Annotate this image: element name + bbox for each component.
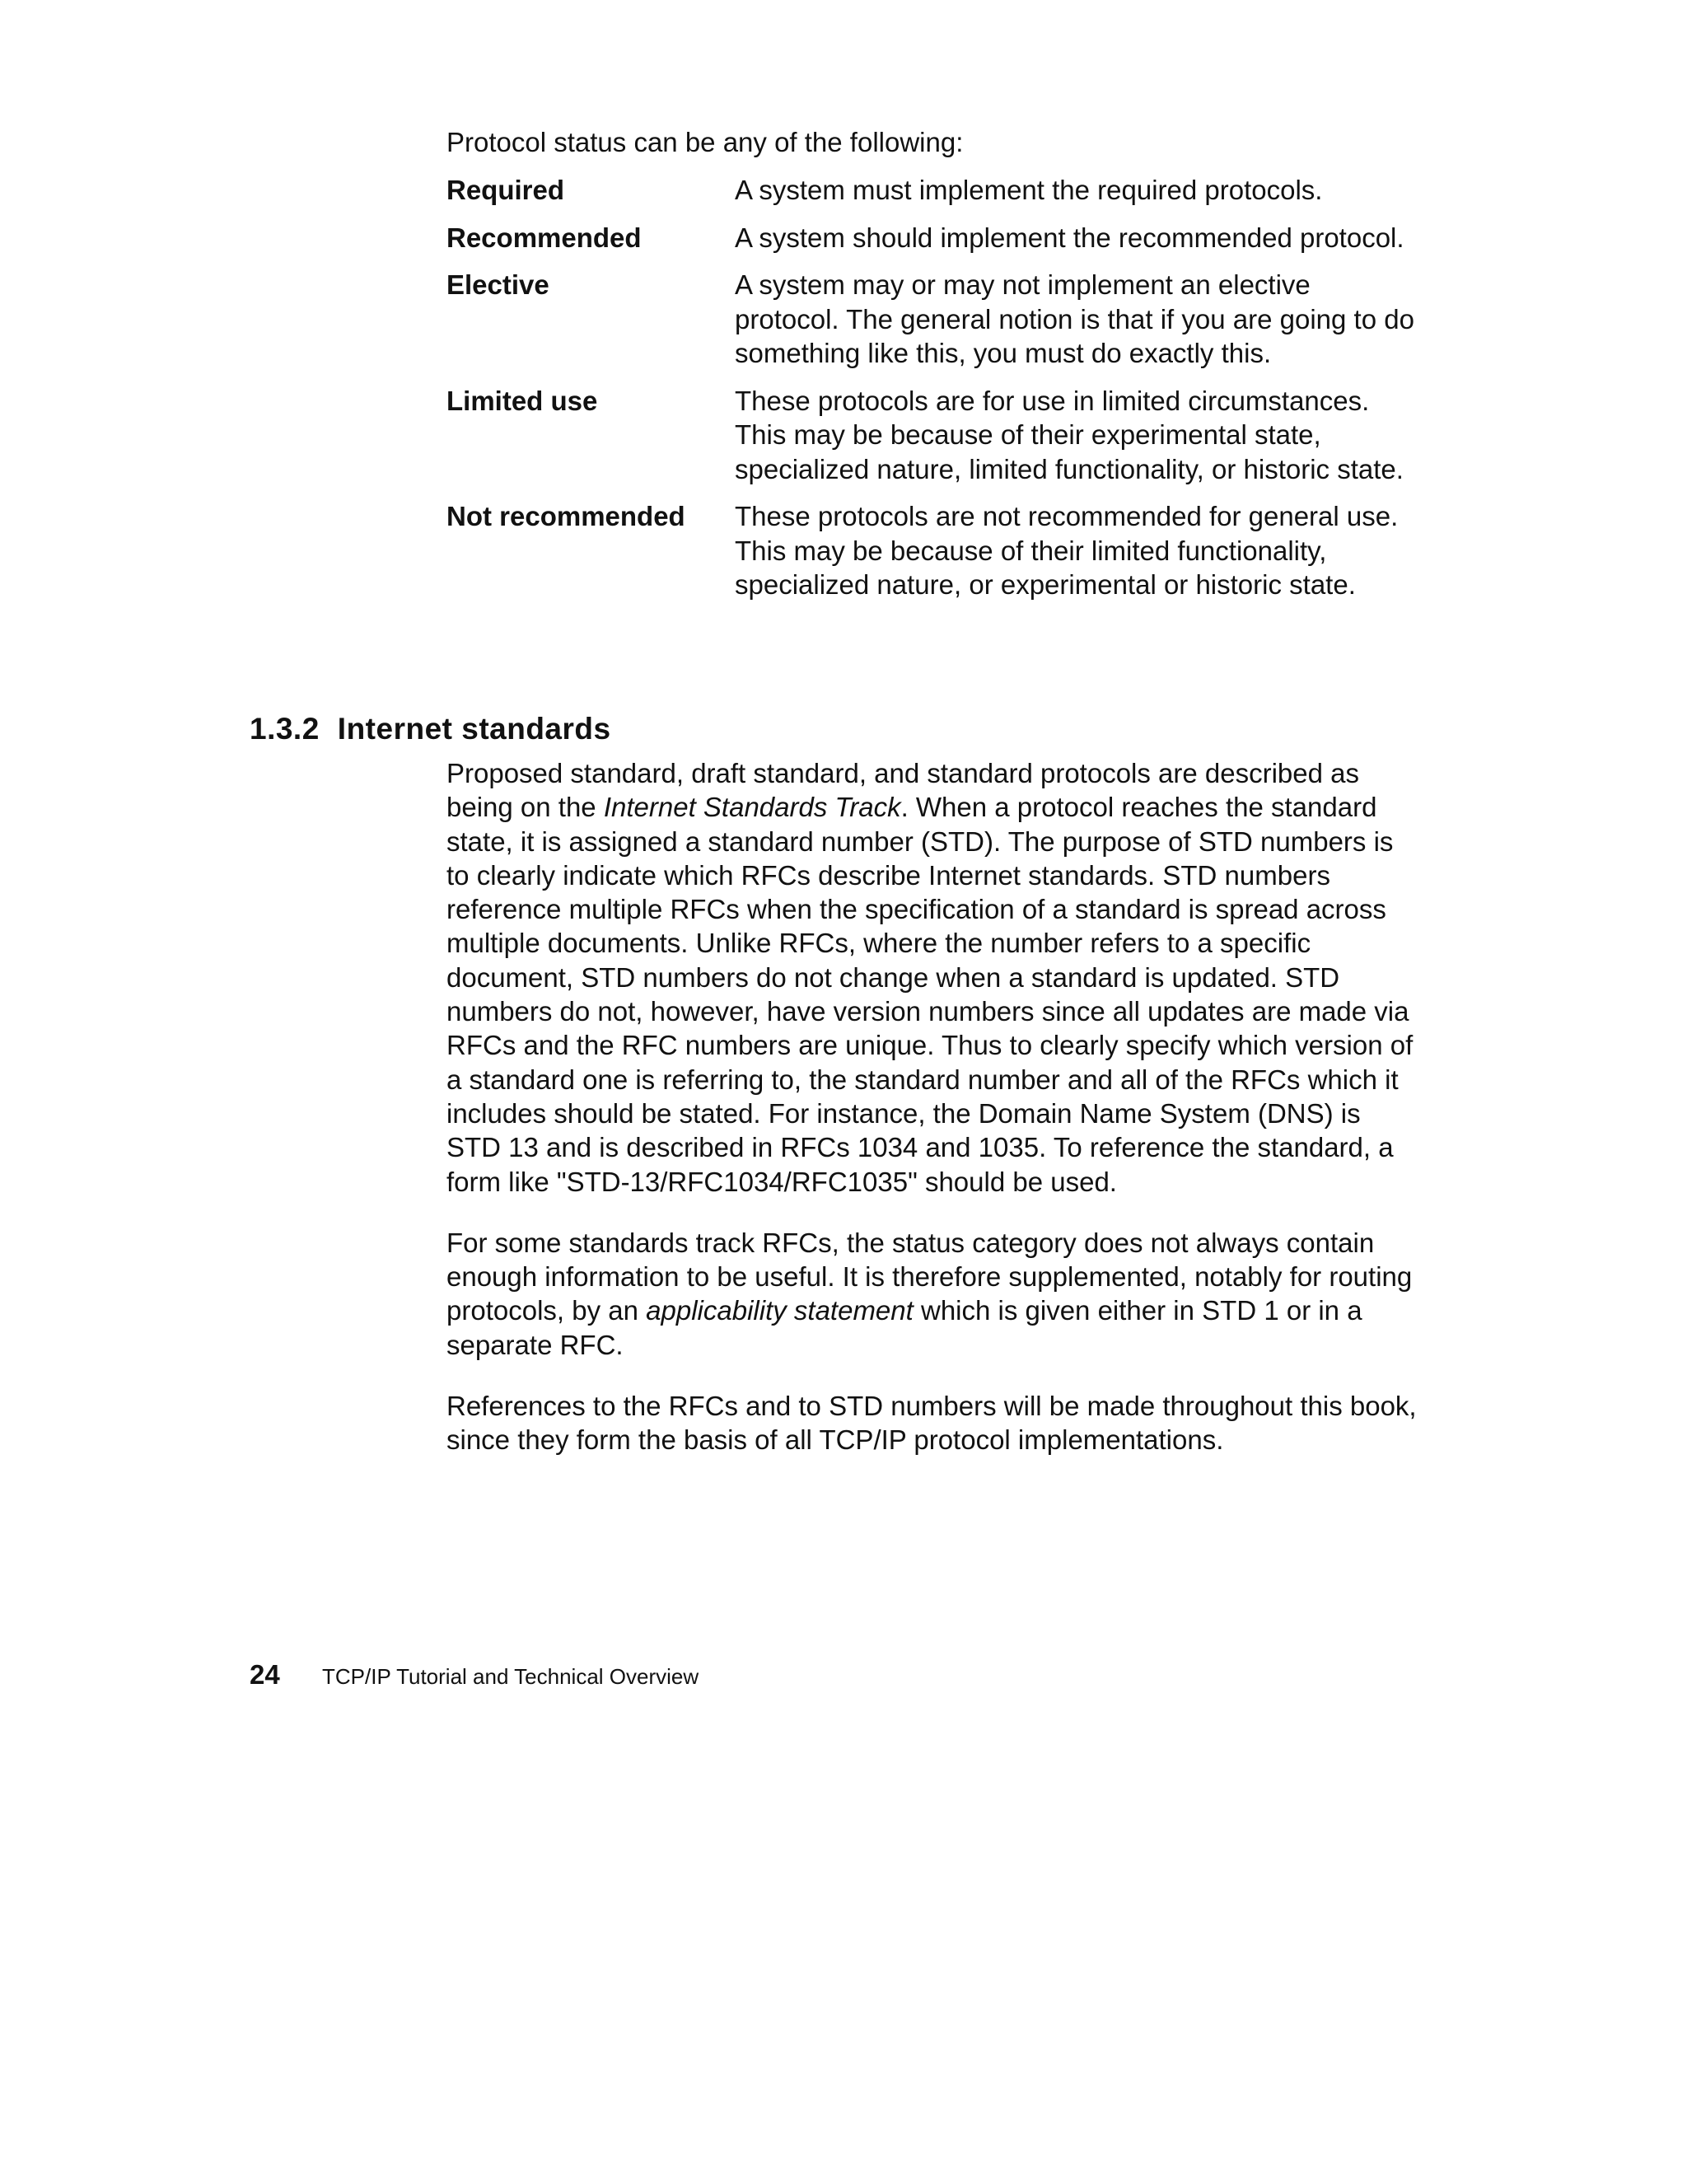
- definition-description: A system should implement the recommended protocol.: [735, 222, 1404, 253]
- definition-description: These protocols are for use in limited circumstances. This may be because of their experimental state, specialized nature, limited functionality, or historic state.: [735, 385, 1404, 484]
- definition-row: [446, 173, 1418, 208]
- book-title: TCP/IP Tutorial and Technical Overview: [322, 1664, 699, 1689]
- emphasis-text: applicability statement: [646, 1295, 914, 1326]
- section-body: [446, 756, 1418, 1485]
- definition-row: [446, 384, 1418, 487]
- definition-term: Limited use: [446, 385, 598, 416]
- paragraph-text: Proposed standard, draft standard, and standard protocols are described as being on the: [446, 758, 1360, 823]
- section-title: Internet standards: [337, 712, 611, 746]
- definition-description: A system must implement the required protocols.: [735, 175, 1323, 205]
- paragraph: References to the RFCs and to STD numbers will be made throughout this book, since they form the basis of all TCP/IP protocol implementations.: [446, 1391, 1417, 1456]
- definition-description: These protocols are not recommended for general use. This may be because of their limited functionality, specialized nature, or experimental or historic state.: [735, 501, 1399, 600]
- page-number: 24: [250, 1659, 280, 1690]
- intro-text: Protocol status can be any of the following:: [446, 127, 964, 157]
- paragraph-text: which is given either in STD 1 or in a separate RFC.: [446, 1295, 1362, 1360]
- definition-row: [446, 221, 1418, 255]
- definition-term: Required: [446, 175, 565, 205]
- section-heading: [250, 710, 611, 748]
- emphasis-text: Internet Standards Track: [603, 792, 901, 823]
- status-definition-list: [446, 173, 1418, 615]
- section-number: 1.3.2: [250, 712, 320, 746]
- definition-term: Elective: [446, 269, 549, 300]
- definition-row: [446, 499, 1418, 602]
- definition-row: [446, 268, 1418, 371]
- paragraph-text: For some standards track RFCs, the status category does not always contain enough information to be useful. It is therefore supplemented, notably for routing protocols, by an: [446, 1227, 1413, 1326]
- definition-term: Not recommended: [446, 501, 685, 531]
- paragraph: [446, 756, 1418, 1199]
- page-footer: [250, 1659, 699, 1691]
- definition-term: Recommended: [446, 222, 642, 253]
- definition-description: A system may or may not implement an elective protocol. The general notion is that if you are going to do something like this, you must do exactly this.: [735, 269, 1414, 368]
- paragraph-text: . When a protocol reaches the standard state, it is assigned a standard number (STD). The purpose of STD numbers is to clearly indicate which RFCs describe Internet standards. STD numbers reference multiple RFCs when the specification of a standard is spread across multiple documents. Unlike RFCs, where the number refers to a specific document, STD numbers do not change when a standard is updated. STD numbers do not, however, have version numbers since all updates are made via RFCs and the RFC numbers are unique. Thus to clearly specify which version of a standard one is referring to, the standard number and all of the RFCs which it includes should be stated. For instance, the Domain Name System (DNS) is STD 13 and is described in RFCs 1034 and 1035. To reference the standard, a form like "STD-13/RFC1034/RFC1035" should be used.: [446, 792, 1414, 1197]
- paragraph: [446, 1226, 1418, 1362]
